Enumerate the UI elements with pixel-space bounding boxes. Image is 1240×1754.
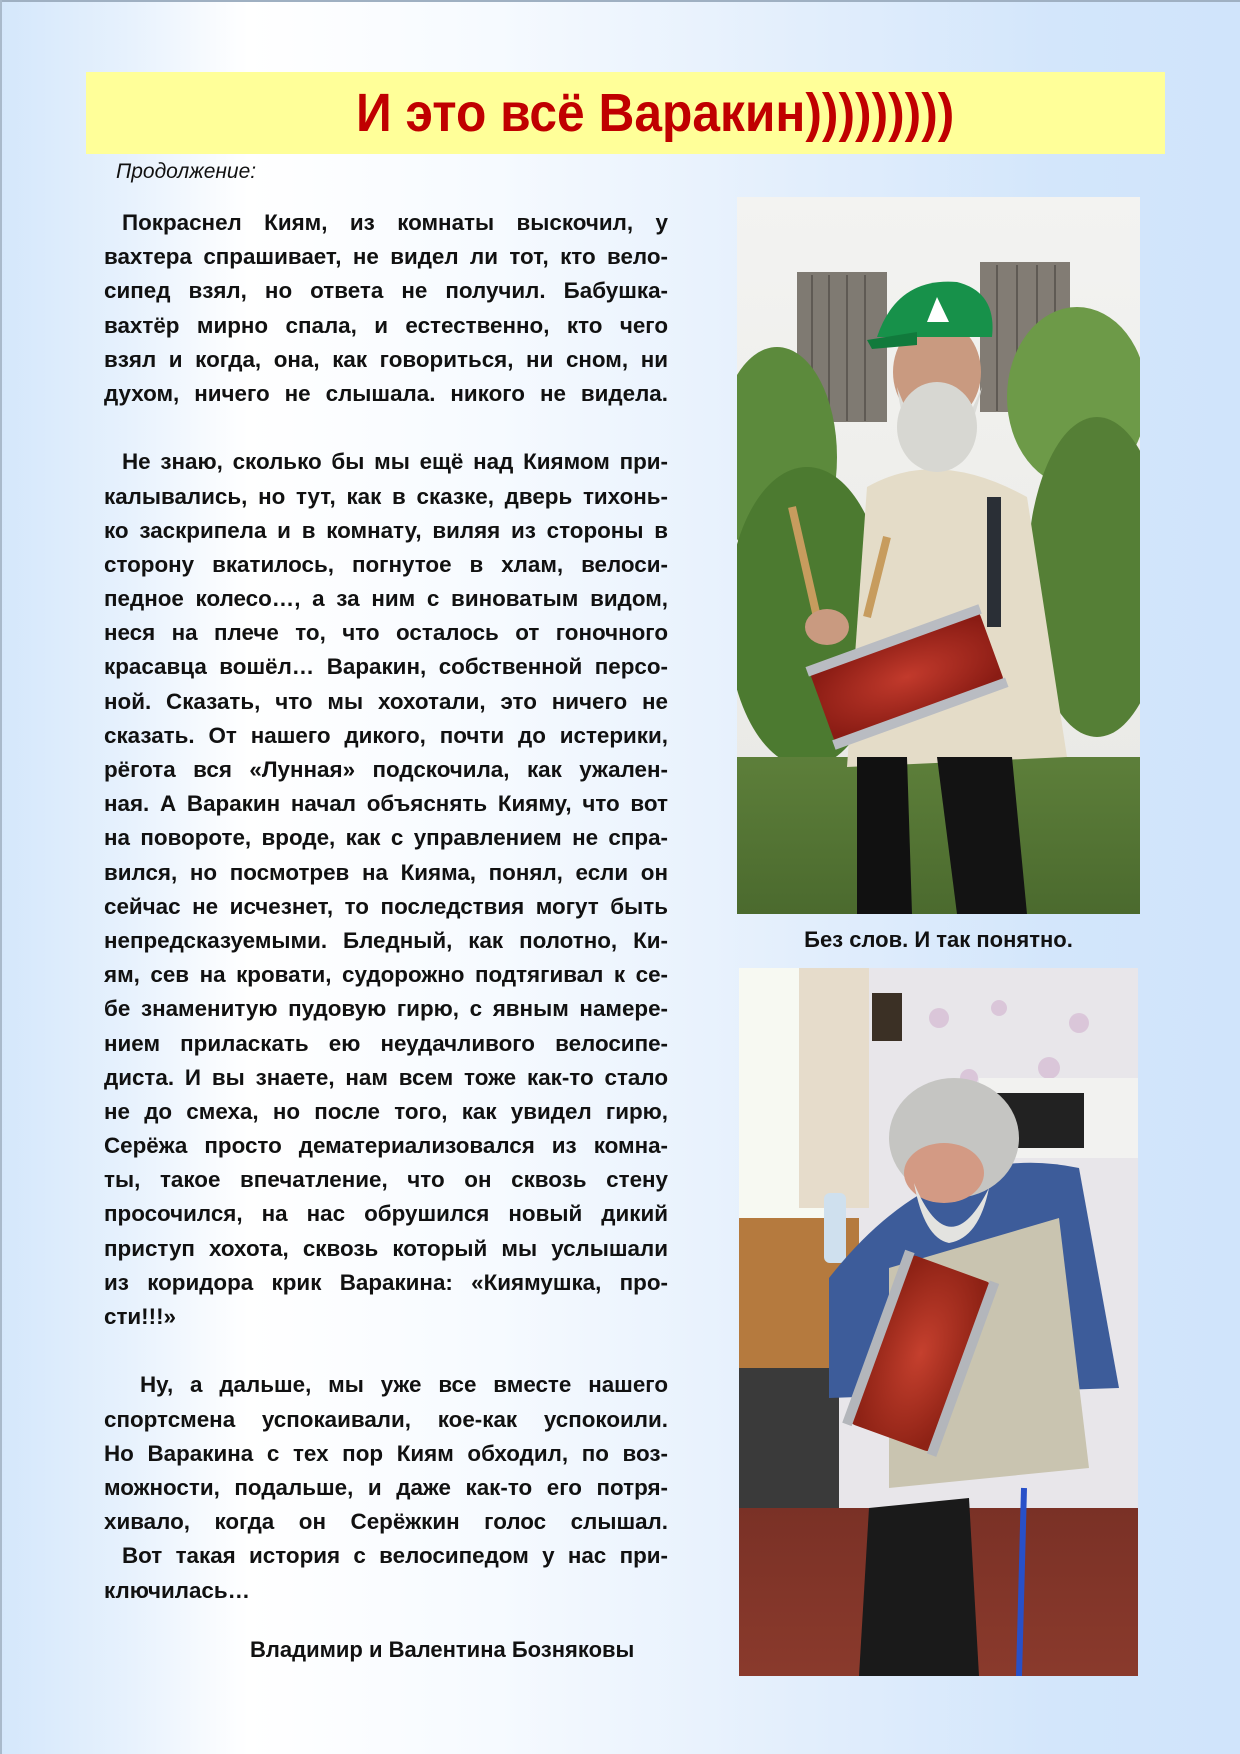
page-title: И это всё Варакин))))))))) <box>356 83 955 143</box>
text-line: сти!!!» <box>104 1304 177 1329</box>
paragraph-gap <box>104 1334 704 1368</box>
continuation-label: Продолжение: <box>116 160 257 183</box>
text-line: приступ хохота, сквозь который мы услышали <box>104 1235 668 1261</box>
text-line: спортсмена успокаивали, кое-как успокоили. <box>104 1406 668 1432</box>
photo-drummer-image <box>737 197 1140 914</box>
text-line: ключилась… <box>104 1577 251 1603</box>
text-line: просочился, на нас обрушился новый дикий <box>104 1201 668 1227</box>
text-line: не до смеха, но после того, как увидел гирю, <box>104 1098 668 1124</box>
author-signature: Владимир и Валентина Бозняковы <box>250 1637 635 1662</box>
text-line: неся на плече то, что осталось от гоночного <box>104 620 668 646</box>
text-line: Серёжа просто дематериализовался из комна- <box>104 1133 668 1159</box>
text-line: сторону вкатилось, погнутое в хлам, велоси- <box>104 551 668 577</box>
photo-drum-repair-indoors <box>739 968 1138 1676</box>
text-line: непредсказуемыми. Бледный, как полотно, Ки- <box>104 927 668 953</box>
text-line: вахтёр мирно спала, и естественно, кто чего <box>104 312 668 338</box>
text-line: красавца вошёл… Варакин, собственной персо- <box>104 654 668 680</box>
text-line: из коридора крик Варакина: «Киямушка, про- <box>104 1269 668 1295</box>
text-line: рёгота вся «Лунная» подскочила, как ужален- <box>104 757 668 782</box>
text-line: сказать. От нашего дикого, почти до истерики, <box>104 722 668 748</box>
text-line: духом, ничего не слышала. никого не видела. <box>104 380 668 406</box>
text-line: диста. И вы знаете, нам всем тоже как-то стало <box>104 1064 668 1090</box>
text-line: ная. А Варакин начал объяснять Кияму, что вот <box>104 791 668 817</box>
page-border-left <box>0 0 2 1754</box>
article-body <box>104 206 704 1608</box>
photo-drummer-outdoors <box>737 197 1140 914</box>
photo-caption: Без слов. И так понятно. <box>804 927 1073 952</box>
text-line: Не знаю, сколько бы мы ещё над Киямом при- <box>122 449 668 475</box>
text-line: вился, но посмотрев на Кияма, понял, если он <box>104 859 668 885</box>
text-line: можности, подальше, и даже как-то его потря- <box>104 1474 668 1500</box>
text-line: вахтера спрашивает, не видел ли тот, кто вело- <box>104 244 668 270</box>
text-line: педное колесо…, а за ним с виноватым видом, <box>104 586 668 612</box>
text-line: ной. Сказать, что мы хохотали, это ничего не <box>104 688 668 714</box>
text-line: Покраснел Киям, из комнаты выскочил, у <box>122 210 668 235</box>
text-line: сипед взял, но ответа не получил. Бабушка- <box>104 278 668 304</box>
photo-repair-image <box>739 968 1138 1676</box>
text-line: взял и когда, она, как говориться, ни сном, ни <box>104 346 668 372</box>
text-line: Ну, а дальше, мы уже все вместе нашего <box>140 1372 668 1398</box>
text-line: бе знаменитую пудовую гирю, с явным намере- <box>104 996 668 1022</box>
text-line: хивало, когда он Серёжкин голос слышал. <box>104 1509 668 1535</box>
text-line: нием приласкать ею неудачливого велосипе- <box>104 1030 668 1056</box>
text-line: на повороте, вроде, как с управлением не спра- <box>104 825 668 851</box>
title-banner <box>86 72 1165 154</box>
text-line: ям, сев на кровати, судорожно подтягивал к се- <box>104 962 668 988</box>
text-line: Но Варакина с тех пор Киям обходил, по воз- <box>104 1440 668 1466</box>
text-line: ко заскрипела и в комнату, виляя из стороны в <box>104 517 668 543</box>
text-line: Вот такая история с велосипедом у нас при- <box>122 1543 668 1569</box>
page-border-top <box>0 0 1240 2</box>
text-line: ты, такое впечатление, что он сквозь стену <box>104 1167 668 1193</box>
text-line: сейчас не исчезнет, то последствия могут быть <box>104 893 668 919</box>
paragraph-gap <box>104 411 704 445</box>
text-line: калывались, но тут, как в сказке, дверь тихонь- <box>104 483 668 509</box>
